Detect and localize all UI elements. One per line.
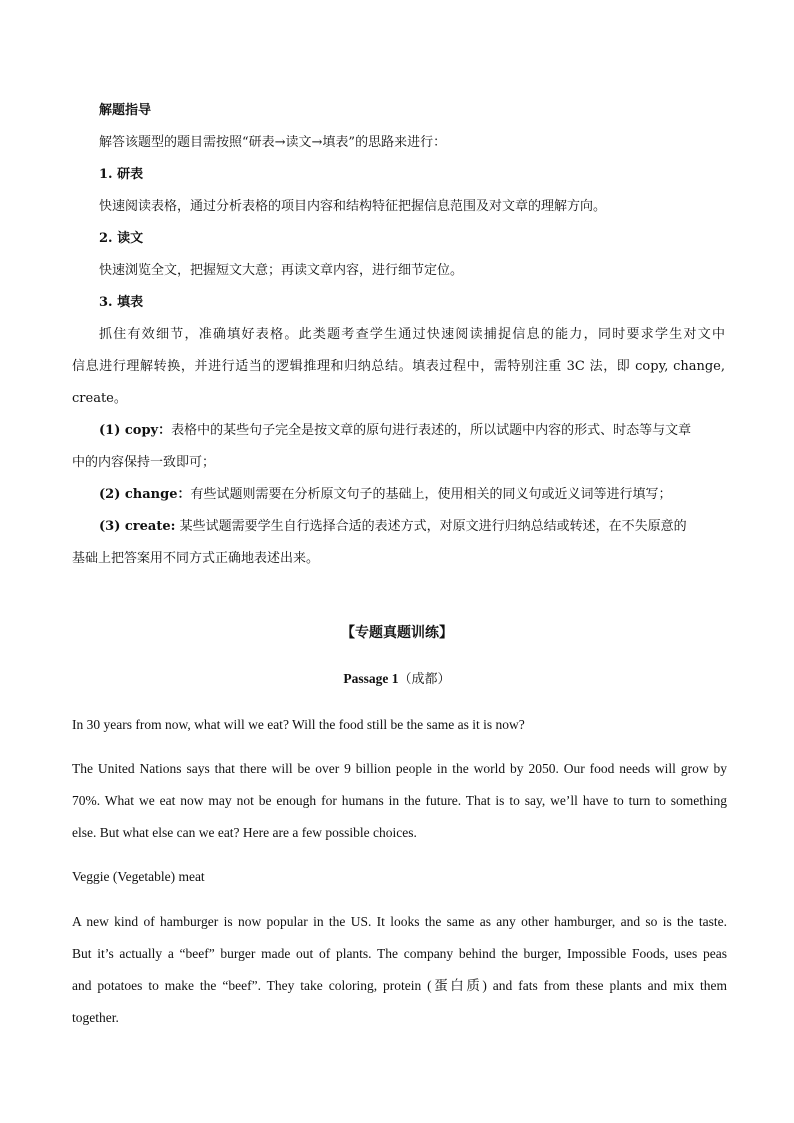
change-label: (2) change： (99, 487, 191, 502)
copy-label: (1) copy： (99, 423, 172, 438)
p2-line-4: together. (72, 1010, 119, 1025)
step3-line-3: create。 (72, 391, 127, 406)
p1-line-2: 70%. What we eat now may not be enough for humans in the future. That is to say, we’ll have to turn to something (72, 793, 727, 808)
create-item (99, 518, 687, 536)
guide-intro: 解答该题型的题目需按照“研表→读文→填表”的思路来进行： (99, 135, 447, 150)
p2-line-2: But it’s actually a “beef” burger made out of plants. The company behind the burger, Impossible Foods, uses peas (72, 946, 727, 961)
p1-line-3: else. But what else can we eat? Here are a few possible choices. (72, 825, 417, 840)
step2-text: 快速浏览全文，把握短文大意；再读文章内容，进行细节定位。 (99, 263, 464, 278)
p2-line-3: and potatoes to make the “beef”. They take coloring, protein (蛋白质) and fats from these plants and mix them (72, 978, 727, 993)
passage-question-line: In 30 years from now, what will we eat? Will the food still be the same as it is now? (72, 717, 525, 732)
copy-text: 表格中的某些句子完全是按文章的原句进行表述的，所以试题中内容的形式、时态等与文章 (171, 423, 692, 438)
copy-text-2: 中的内容保持一致即可； (72, 455, 216, 470)
step1-text: 快速阅读表格，通过分析表格的项目内容和结构特征把握信息范围及对文章的理解方向。 (99, 199, 607, 214)
copy-item (99, 422, 691, 440)
change-item (99, 486, 672, 504)
step2-title: 2. 读文 (99, 231, 144, 246)
passage-source: （成都） (398, 672, 451, 687)
step1-title: 1. 研表 (99, 167, 144, 182)
change-text: 有些试题则需要在分析原文句子的基础上，使用相关的同义句或近义词等进行填写； (190, 487, 672, 502)
p1-line-1: The United Nations says that there will be over 9 billion people in the world by 2050. Our food needs will grow by (72, 761, 727, 776)
guide-heading: 解题指导 (99, 103, 152, 118)
step3-line-2: 信息进行理解转换，并进行适当的逻辑推理和归纳总结。填表过程中，需特别注重 3C 法，即 copy, change, (72, 359, 725, 374)
passage-label: Passage 1 (343, 671, 399, 686)
training-title: 【专题真题训练】 (341, 625, 453, 641)
step3-title: 3. 填表 (99, 295, 144, 310)
create-text-2: 基础上把答案用不同方式正确地表述出来。 (72, 551, 320, 566)
passage-subheading: Veggie (Vegetable) meat (72, 869, 205, 884)
create-text: 某些试题需要学生自行选择合适的表述方式，对原文进行归纳总结或转述，在不失原意的 (179, 519, 687, 534)
step3-line-1: 抓住有效细节，准确填好表格。此类题考查学生通过快速阅读捕捉信息的能力，同时要求学生对文中 (99, 327, 725, 342)
passage-header (0, 670, 794, 689)
p2-line-1: A new kind of hamburger is now popular in the US. It looks the same as any other hamburger, and so is the taste. (72, 914, 727, 929)
create-label: (3) create: (99, 519, 176, 534)
